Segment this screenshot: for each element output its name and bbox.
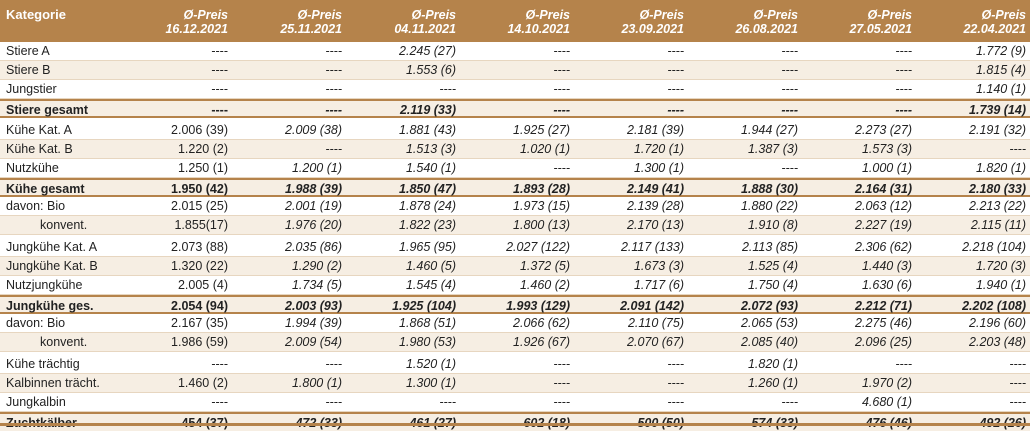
- price-cell: ----: [325, 357, 342, 371]
- price-cell: 2.170 (13): [627, 218, 684, 232]
- price-column-header: Ø-Preis 26.08.2021: [735, 8, 798, 36]
- table-row: [0, 197, 1030, 216]
- row-label: Jungkühe Kat. A: [6, 240, 98, 254]
- row-label: konvent.: [40, 335, 88, 349]
- price-cell: 1.881 (43): [399, 123, 456, 137]
- table-row: [0, 393, 1030, 412]
- price-cell: 2.072 (93): [741, 299, 798, 313]
- price-cell: 2.275 (46): [855, 316, 912, 330]
- price-cell: 2.213 (22): [969, 199, 1026, 213]
- price-cell: 1.800 (1): [291, 376, 342, 390]
- price-cell: 2.203 (48): [969, 335, 1026, 349]
- row-label: Stiere B: [6, 63, 51, 77]
- price-cell: 2.202 (108): [962, 299, 1026, 313]
- table-row: [0, 238, 1030, 257]
- price-cell: 1.540 (1): [405, 161, 456, 175]
- price-cell: ----: [667, 357, 684, 371]
- price-cell: 2.015 (25): [171, 199, 228, 213]
- price-cell: ----: [211, 395, 228, 409]
- row-label: Kalbinnen trächt.: [6, 376, 100, 390]
- price-cell: 1.525 (4): [747, 259, 798, 273]
- price-cell: 2.027 (122): [506, 240, 570, 254]
- price-cell: 1.300 (1): [633, 161, 684, 175]
- price-cell: 1.855(17): [174, 218, 228, 232]
- price-cell: 1.888 (30): [741, 182, 798, 196]
- price-cell: 1.573 (3): [861, 142, 912, 156]
- price-cell: 1.993 (129): [506, 299, 570, 313]
- price-cell: 1.020 (1): [519, 142, 570, 156]
- price-cell: 2.167 (35): [171, 316, 228, 330]
- price-cell: ----: [211, 63, 228, 77]
- row-label: Stiere gesamt: [6, 103, 88, 117]
- price-cell: 1.893 (28): [513, 182, 570, 196]
- price-cell: 1.720 (3): [975, 259, 1026, 273]
- price-cell: ----: [325, 142, 342, 156]
- price-cell: 2.196 (60): [969, 316, 1026, 330]
- price-cell: ----: [439, 395, 456, 409]
- price-column-header: Ø-Preis 23.09.2021: [621, 8, 684, 36]
- price-cell: 1.965 (95): [399, 240, 456, 254]
- price-table-body: [0, 42, 1030, 431]
- price-cell: 1.820 (1): [975, 161, 1026, 175]
- price-cell: 1.140 (1): [975, 82, 1026, 96]
- price-cell: ----: [895, 357, 912, 371]
- price-cell: ----: [553, 376, 570, 390]
- row-label: Kühe trächtig: [6, 357, 80, 371]
- price-cell: 2.149 (41): [627, 182, 684, 196]
- price-cell: 2.117 (133): [620, 240, 684, 254]
- price-cell: 1.994 (39): [285, 316, 342, 330]
- row-label: konvent.: [40, 218, 88, 232]
- price-cell: ----: [895, 63, 912, 77]
- price-cell: 2.119 (33): [399, 103, 456, 117]
- price-cell: ----: [667, 82, 684, 96]
- price-cell: ----: [553, 395, 570, 409]
- price-cell: 1.970 (2): [861, 376, 912, 390]
- table-row: [0, 374, 1030, 393]
- price-cell: ----: [667, 63, 684, 77]
- price-cell: 2.003 (93): [285, 299, 342, 313]
- table-row: [0, 99, 1030, 118]
- price-cell: ----: [781, 103, 798, 117]
- price-cell: ----: [895, 44, 912, 58]
- price-cell: 2.110 (75): [627, 316, 684, 330]
- price-cell: 1.734 (5): [291, 278, 342, 292]
- price-cell: ----: [211, 357, 228, 371]
- row-label: Jungkühe ges.: [6, 299, 94, 313]
- price-cell: ----: [325, 44, 342, 58]
- table-row: [0, 412, 1030, 431]
- price-cell: ----: [1009, 357, 1026, 371]
- price-cell: 2.085 (40): [741, 335, 798, 349]
- table-row: [0, 140, 1030, 159]
- row-label: Jungkalbin: [6, 395, 66, 409]
- table-row: [0, 159, 1030, 178]
- price-cell: 1.925 (27): [513, 123, 570, 137]
- price-cell: ----: [553, 82, 570, 96]
- price-cell: 4.680 (1): [861, 395, 912, 409]
- row-label: davon: Bio: [6, 199, 66, 213]
- row-label: Stiere A: [6, 44, 50, 58]
- price-cell: 1.720 (1): [633, 142, 684, 156]
- price-cell: 1.800 (13): [513, 218, 570, 232]
- price-cell: 2.035 (86): [285, 240, 342, 254]
- price-cell: 1.940 (1): [975, 278, 1026, 292]
- price-cell: 1.739 (14): [969, 103, 1026, 117]
- row-label: Kühe gesamt: [6, 182, 85, 196]
- price-cell: ----: [667, 395, 684, 409]
- price-cell: ----: [553, 103, 570, 117]
- table-row: [0, 314, 1030, 333]
- price-cell: 2.005 (4): [177, 278, 228, 292]
- price-cell: 2.054 (94): [171, 299, 228, 313]
- price-column-header: Ø-Preis 14.10.2021: [507, 8, 570, 36]
- price-cell: 2.180 (33): [969, 182, 1026, 196]
- table-row: [0, 178, 1030, 197]
- price-cell: 2.009 (38): [285, 123, 342, 137]
- price-cell: 1.630 (6): [861, 278, 912, 292]
- price-cell: 1.868 (51): [399, 316, 456, 330]
- row-label: Kühe Kat. B: [6, 142, 73, 156]
- price-cell: ----: [895, 103, 912, 117]
- price-cell: 1.926 (67): [513, 335, 570, 349]
- price-cell: 1.717 (6): [633, 278, 684, 292]
- price-cell: 1.460 (2): [519, 278, 570, 292]
- price-cell: 2.139 (28): [627, 199, 684, 213]
- price-cell: ----: [211, 44, 228, 58]
- price-column-header: Ø-Preis 04.11.2021: [394, 8, 456, 36]
- price-column-header: Ø-Preis 27.05.2021: [849, 8, 912, 36]
- price-cell: 2.113 (85): [741, 240, 798, 254]
- table-row: [0, 80, 1030, 99]
- price-cell: ----: [667, 103, 684, 117]
- price-cell: 2.096 (25): [855, 335, 912, 349]
- price-cell: 1.988 (39): [285, 182, 342, 196]
- price-cell: 2.181 (39): [627, 123, 684, 137]
- price-cell: 1.815 (4): [975, 63, 1026, 77]
- price-cell: ----: [553, 63, 570, 77]
- price-cell: 1.513 (3): [405, 142, 456, 156]
- price-cell: ----: [325, 82, 342, 96]
- price-cell: 1.673 (3): [633, 259, 684, 273]
- price-cell: 1.387 (3): [747, 142, 798, 156]
- price-cell: ----: [553, 161, 570, 175]
- row-label: Nutzjungkühe: [6, 278, 83, 292]
- price-column-header: Ø-Preis 16.12.2021: [165, 8, 228, 36]
- price-cell: 1.772 (9): [975, 44, 1026, 58]
- table-row: [0, 216, 1030, 235]
- row-label: Nutzkühe: [6, 161, 59, 175]
- price-cell: 2.306 (62): [855, 240, 912, 254]
- price-cell: 1.460 (5): [405, 259, 456, 273]
- price-cell: 2.063 (12): [855, 199, 912, 213]
- price-cell: 2.273 (27): [855, 123, 912, 137]
- price-cell: 2.115 (11): [970, 218, 1026, 232]
- price-cell: 1.260 (1): [747, 376, 798, 390]
- price-cell: 2.212 (71): [855, 299, 912, 313]
- price-cell: 1.220 (2): [177, 142, 228, 156]
- price-cell: 1.878 (24): [399, 199, 456, 213]
- price-cell: 1.980 (53): [399, 335, 456, 349]
- row-label: Jungstier: [6, 82, 57, 96]
- price-cell: 2.073 (88): [171, 240, 228, 254]
- price-cell: 1.950 (42): [171, 182, 228, 196]
- price-cell: 1.910 (8): [747, 218, 798, 232]
- price-cell: ----: [781, 82, 798, 96]
- price-cell: 1.553 (6): [405, 63, 456, 77]
- price-cell: ----: [439, 82, 456, 96]
- price-cell: 1.460 (2): [177, 376, 228, 390]
- row-label: Kühe Kat. A: [6, 123, 73, 137]
- price-cell: ----: [781, 63, 798, 77]
- price-cell: ----: [781, 44, 798, 58]
- price-cell: ----: [325, 63, 342, 77]
- price-cell: 2.070 (67): [627, 335, 684, 349]
- price-cell: 2.164 (31): [855, 182, 912, 196]
- price-cell: 1.545 (4): [405, 278, 456, 292]
- price-cell: 1.925 (104): [392, 299, 456, 313]
- price-cell: ----: [553, 357, 570, 371]
- table-row: [0, 257, 1030, 276]
- price-cell: ----: [667, 376, 684, 390]
- price-cell: 1.820 (1): [747, 357, 798, 371]
- price-cell: ----: [781, 395, 798, 409]
- row-label: davon: Bio: [6, 316, 66, 330]
- price-column-header: Ø-Preis 25.11.2021: [280, 8, 342, 36]
- price-cell: 2.091 (142): [620, 299, 684, 313]
- price-cell: ----: [667, 44, 684, 58]
- price-cell: 2.245 (27): [399, 44, 456, 58]
- price-cell: 1.976 (20): [285, 218, 342, 232]
- price-column-header: Ø-Preis 22.04.2021: [963, 8, 1026, 36]
- price-cell: 2.009 (54): [285, 335, 342, 349]
- table-row: [0, 61, 1030, 80]
- price-cell: ----: [781, 161, 798, 175]
- price-cell: 2.066 (62): [513, 316, 570, 330]
- price-cell: ----: [553, 44, 570, 58]
- price-cell: 2.065 (53): [741, 316, 798, 330]
- price-cell: 1.520 (1): [405, 357, 456, 371]
- price-cell: 1.973 (15): [513, 199, 570, 213]
- price-cell: 1.000 (1): [861, 161, 912, 175]
- table-row: [0, 355, 1030, 374]
- price-cell: ----: [211, 103, 228, 117]
- table-row: [0, 295, 1030, 314]
- price-cell: 2.006 (39): [171, 123, 228, 137]
- price-cell: 1.290 (2): [291, 259, 342, 273]
- price-cell: ----: [895, 82, 912, 96]
- price-cell: 2.001 (19): [285, 199, 342, 213]
- row-label: Jungkühe Kat. B: [6, 259, 98, 273]
- table-header: [0, 0, 1030, 42]
- table-row: [0, 276, 1030, 295]
- price-cell: 1.250 (1): [177, 161, 228, 175]
- price-cell: 1.986 (59): [171, 335, 228, 349]
- table-row: [0, 42, 1030, 61]
- price-cell: 1.880 (22): [741, 199, 798, 213]
- price-cell: 1.440 (3): [861, 259, 912, 273]
- price-cell: 1.372 (5): [519, 259, 570, 273]
- price-cell: ----: [211, 82, 228, 96]
- price-cell: 1.822 (23): [399, 218, 456, 232]
- price-cell: 1.320 (22): [171, 259, 228, 273]
- price-cell: 1.200 (1): [291, 161, 342, 175]
- price-cell: ----: [1009, 395, 1026, 409]
- price-cell: 1.850 (47): [399, 182, 456, 196]
- price-cell: ----: [1009, 142, 1026, 156]
- price-cell: 2.191 (32): [969, 123, 1026, 137]
- table-row: [0, 333, 1030, 352]
- price-cell: 1.750 (4): [747, 278, 798, 292]
- price-cell: 2.227 (19): [855, 218, 912, 232]
- price-cell: ----: [325, 395, 342, 409]
- price-cell: 1.944 (27): [741, 123, 798, 137]
- price-cell: 1.300 (1): [405, 376, 456, 390]
- price-cell: ----: [325, 103, 342, 117]
- table-row: [0, 121, 1030, 140]
- category-header: Kategorie: [6, 7, 66, 22]
- price-cell: ----: [1009, 376, 1026, 390]
- price-cell: 2.218 (104): [962, 240, 1026, 254]
